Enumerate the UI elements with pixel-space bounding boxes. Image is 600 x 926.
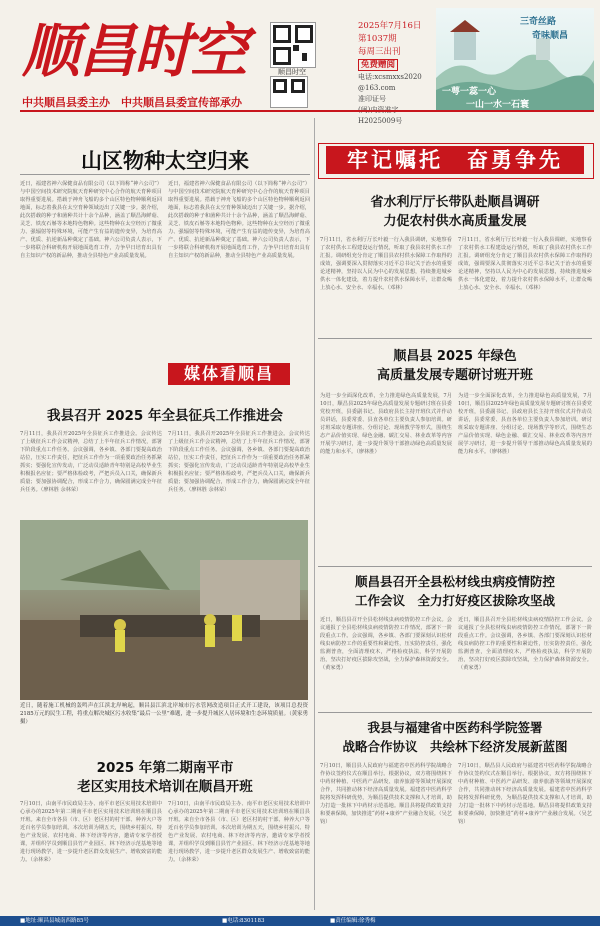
footer-phone: ■电话:8301183 (222, 918, 265, 924)
article-body: 近日，顺昌县召开全县松材线虫病疫情防控工作会议。会议通报了全县松材线虫病疫情防控工作情况，部署下一阶段重点工作。会议强调，各乡镇、各部门要深刻认识松材线虫病防控工作的重要性和紧迫性，压实防控责任，强化监测普查，全面清理疫木，严格检疫执法，科学开展防治，坚决打好疫区拔除攻坚战，全力保护森林资源安全。（黄家勇） (320, 617, 452, 671)
media-section-label: 媒体看顺昌 (168, 363, 290, 385)
banner-slogan: 奇味顺昌 (532, 31, 569, 41)
qr-code-icon[interactable] (270, 76, 308, 108)
article-body: 近日，福建省神六保健食品有限公司（以下简称“神六公司”）与中国空间技术研究院航天育种研究中心合作的航天育种项目取得重要进展。搭载于神舟飞船的多个山区特色物种顺利返回地面，标志着我县在太空育种领域迈出了关键一步。据介绍，此次搭载的种子和菌种共计十余个品种，涵盖了顺昌海鲜菇、灵芝、铁皮石斛等本地特色物种。这些物种在太空经历了微重力、强辐射等特殊环境，可能产生有益的遗传变异，为培育高产、优质、抗逆新品种奠定了基础。神六公司负责人表示，下一步将联合科研机构开展地面选育工作，力争早日培育出具有自主知识产权的新品种，推动全县特色产业高质量发展。 (168, 181, 310, 259)
issue-frequency: 每周三出刊 (358, 47, 401, 57)
article-body: 7月10日，顺昌县人民政府与福建省中医药科学院战略合作协议签约仪式在顺昌举行。根据协议，双方将围绕林下中药材种植、中医药产品研发、康养旅游等领域开展深度合作，共同推动林下经济高质量发展。福建省中医药科学院将发挥科研优势，为顺昌提供技术支撑和人才培训，助力打造一批林下中药材示范基地。顺昌县将提供政策支持和要素保障，加快推进“药材+康养”产业融合发展。（吴艺钧） (458, 763, 592, 825)
divider (20, 174, 310, 175)
publisher-line: 中共顺昌县委主办 中共顺昌县委宣传部承办 (22, 96, 242, 109)
article-body: 7月11日，省水利厅厅长叶毅一行入我县调研，实地察看了农村供水工程建设运行情况，听取了我县农村供水工作汇报。调研组充分肯定了顺昌县农村供水保障工作取得的成效，强调要深入贯彻落实习近平总书记关于治水的重要论述精神，坚持以人民为中心的发展思想，持续推进城乡供水一体化建设，着力提升农村供水保障水平，让群众喝上放心水、安全水、幸福水。（邓林） (458, 237, 592, 291)
issue-number: 第1037期 (358, 34, 397, 44)
headline-conscription[interactable]: 我县召开 2025 年全县征兵工作推进会 (47, 408, 283, 424)
article-body: 7月11日，我县召开2025年全县征兵工作推进会。会议传达了上级征兵工作会议精神，总结了上半年征兵工作情况，部署下阶段重点工作任务。会议强调，各乡镇、各部门要提高政治站位，压实工作责任，把征兵工作作为一项重要政治任务抓紧抓实；要强化宣传发动，广泛动员适龄青年特别是高校毕业生积极报名应征；要严格体检政考，严把兵员入口关，确保新兵质量；要加强协调配合，形成工作合力，确保圆满完成全年征兵任务。（廖林胜 余林荣） (20, 431, 162, 493)
free-badge: 免费赠阅 (358, 59, 398, 71)
article-body: 7月11日，我县召开2025年全县征兵工作推进会。会议传达了上级征兵工作会议精神，总结了上半年征兵工作情况，部署下阶段重点工作任务。会议强调，各乡镇、各部门要提高政治站位，压实工作责任，把征兵工作作为一项重要政治任务抓紧抓实；要强化宣传发动，广泛动员适龄青年特别是高校毕业生积极报名应征；要严格体检政考，严把兵员入口关，确保新兵质量；要加强协调配合，形成工作合力，确保圆满完成全年征兵任务。（廖林胜 余林荣） (168, 431, 310, 493)
article-body: 7月10日，顺昌县人民政府与福建省中医药科学院战略合作协议签约仪式在顺昌举行。根据协议，双方将围绕林下中药材种植、中医药产品研发、康养旅游等领域开展深度合作，共同推动林下经济高质量发展。福建省中医药科学院将发挥科研优势，为顺昌提供技术支撑和人才培训，助力打造一批林下中药材示范基地。顺昌县将提供政策支持和要素保障，加快推进“药材+康养”产业融合发展。（吴艺钧） (320, 763, 452, 825)
divider (318, 338, 592, 339)
headline-training-line2[interactable]: 老区实用技术培训在顺昌开班 (77, 779, 253, 795)
footer-editor: ■责任编辑:徐秀梅 (330, 918, 376, 924)
headline-pine-line2[interactable]: 工作会议 全力打好疫区拔除攻坚战 (354, 593, 555, 608)
article-body: 为进一步全面深化改革，全力推进绿色高质量发展，7月10日，顺昌县2025年绿色高质量发展专题研讨班在县委党校开班，县委副书记、县政府县长主持开班仪式并作动员讲话，县委常委、县直各单位主要负责人参加培训。研讨班采取专题讲座、分组讨论、现场教学等形式，围绕生态产品价值实现、绿色金融、碳汇交易、林业改革等内容开展学习研讨，进一步提升领导干部推动绿色高质量发展的能力和水平。（廖林胜） (320, 393, 452, 455)
headline-training-line1[interactable]: 2025 年第二期南平市 (96, 760, 234, 776)
divider (318, 566, 592, 567)
article-body: 近日，福建省神六保健食品有限公司（以下简称“神六公司”）与中国空间技术研究院航天育种研究中心合作的航天育种项目取得重要进展。搭载于神舟飞船的多个山区特色物种顺利返回地面，标志着我县在太空育种领域迈出了关键一步。据介绍，此次搭载的种子和菌种共计十余个品种，涵盖了顺昌海鲜菇、灵芝、铁皮石斛等本地特色物种。这些物种在太空经历了微重力、强辐射等特殊环境，可能产生有益的遗传变异，为培育高产、优质、抗逆新品种奠定了基础。神六公司负责人表示，下一步将联合科研机构开展地面选育工作，力争早日培育出具有自主知识产权的新品种，推动全县特色产业高质量发展。 (20, 181, 162, 259)
qr-caption: 顺昌时空 (278, 68, 306, 76)
construction-photo[interactable] (20, 520, 308, 700)
divider (318, 712, 592, 713)
headline-tcm-line2[interactable]: 战略合作协议 共绘林下经济发展新蓝图 (342, 739, 568, 754)
masthead-banner-image (436, 8, 594, 110)
masthead-title: 顺昌时空 (22, 17, 247, 85)
article-body: 为进一步全面深化改革，全力推进绿色高质量发展，7月10日，顺昌县2025年绿色高质量发展专题研讨班在县委党校开班，县委副书记、县政府县长主持开班仪式并作动员讲话，县委常委、县直各单位主要负责人参加培训。研讨班采取专题讲座、分组讨论、现场教学等形式，围绕生态产品价值实现、绿色金融、碳汇交易、林业改革等内容开展学习研讨，进一步提升领导干部推动绿色高质量发展的能力和水平。（廖林胜） (458, 393, 592, 455)
article-body: 7月10日，由南平市民政局主办、南平市老区实用技术培训中心承办的2025年第二期南平市老区实用技术培训班在顺昌县开班。来自全市各县（市、区）老区村的村干部、种养大户等近百名学员参加培训。本次培训为期五天，围绕乡村振兴、特色产业发展、农村电商、林下经济等内容，邀请专家学者授课，并组织学员到顺昌县竹产业园区、林下经济示范基地等地进行现场教学，进一步提升老区群众发展生产、增收致富的能力。（余林荣） (168, 801, 310, 863)
headline-pine-line1[interactable]: 顺昌县召开全县松材线虫病疫情防控 (354, 574, 555, 589)
masthead-divider (20, 110, 594, 112)
article-body: 7月10日，由南平市民政局主办、南平市老区实用技术培训中心承办的2025年第二期南平市老区实用技术培训班在顺昌县开班。来自全市各县（市、区）老区村的村干部、种养大户等近百名学员参加培训。本次培训为期五天，围绕乡村振兴、特色产业发展、农村电商、林下经济等内容，邀请专家学者授课，并组织学员到顺昌县竹产业园区、林下经济示范基地等地进行现场教学，进一步提升老区群众发展生产、增收致富的能力。（余林荣） (20, 801, 162, 863)
headline-space-species[interactable]: 山区物种太空归来 (81, 149, 249, 173)
issue-reg: 准印证号 (358, 95, 386, 103)
qr-code-icon[interactable] (270, 22, 316, 68)
photo-caption: 近日，随着施工机械的轰鸣声在江滨北岸响起，顺昌县江滨北岸城市污水管网改造项目正式开工建设，该项目总投资2185万元的民生工程，将重点解决城区污水收集“最后一公里”难题，进一步提升城区人居环境和生态环境质量。（黄家勇 摄） (20, 703, 308, 725)
banner-slogan: 三奇丝路 (520, 17, 557, 27)
banner-slogan: 一萼一蕊一心 (442, 87, 497, 97)
issue-email: @163.com (358, 84, 396, 92)
headline-water-line2[interactable]: 力促农村供水高质量发展 (383, 214, 527, 229)
headline-green-line2[interactable]: 高质量发展专题研讨班开班 (376, 368, 533, 383)
banner-slogan: 一山一水一石寰 (466, 100, 530, 110)
issue-reg-no: H2025009号 (358, 117, 403, 125)
article-body: 7月11日，省水利厅厅长叶毅一行入我县调研，实地察看了农村供水工程建设运行情况，听取了我县农村供水工作汇报。调研组充分肯定了顺昌县农村供水保障工作取得的成效，强调要深入贯彻落实习近平总书记关于治水的重要论述精神，坚持以人民为中心的发展思想，持续推进城乡供水一体化建设，着力提升农村供水保障水平，让群众喝上放心水、安全水、幸福水。（邓林） (320, 237, 452, 291)
headline-green-line1[interactable]: 顺昌县 2025 年绿色 (393, 349, 517, 364)
issue-date: 2025年7月16日 (358, 21, 422, 31)
article-body: 近日，顺昌县召开全县松材线虫病疫情防控工作会议。会议通报了全县松材线虫病疫情防控工作情况，部署下一阶段重点工作。会议强调，各乡镇、各部门要深刻认识松材线虫病防控工作的重要性和紧迫性，压实防控责任，强化监测普查，全面清理疫木，严格检疫执法，科学开展防治，坚决打好疫区拔除攻坚战，全力保护森林资源安全。（黄家勇） (458, 617, 592, 671)
section-banner: 牢记嘱托 奋勇争先 (326, 146, 584, 174)
footer-address: ■地址:顺昌县城南西路85号 (20, 918, 90, 924)
headline-water-line1[interactable]: 省水利厅厅长带队赴顺昌调研 (370, 195, 540, 210)
footer-bar (0, 916, 600, 926)
headline-tcm-line1[interactable]: 我县与福建省中医药科学院签署 (367, 720, 543, 735)
issue-tel: 电话:xcsmxxs2020 (358, 73, 422, 81)
photo-illustration (20, 520, 308, 700)
column-divider (314, 118, 315, 910)
